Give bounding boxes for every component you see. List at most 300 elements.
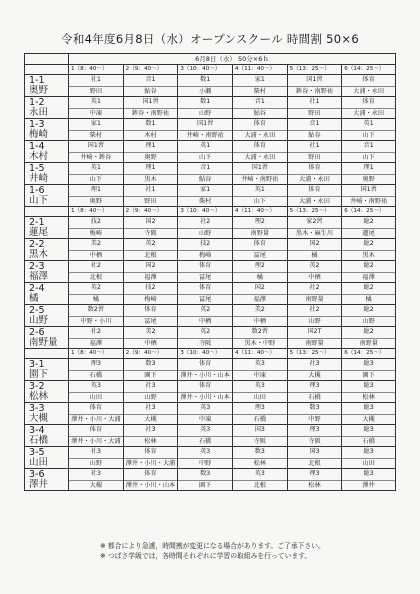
teacher: 梅崎	[178, 250, 232, 261]
subject: 英1	[363, 120, 374, 127]
subject: 英3	[200, 426, 211, 433]
subject: 美2	[145, 328, 156, 335]
subject: 社3	[145, 426, 156, 433]
period-cell	[123, 238, 178, 260]
teacher: 井崎・南野祐	[342, 196, 395, 207]
subject: 英1	[90, 98, 101, 105]
subject: 体育	[198, 284, 212, 291]
period-cell	[68, 304, 123, 326]
period-cell	[177, 184, 232, 206]
teacher: 石橋	[233, 414, 287, 425]
period-cell	[123, 260, 178, 282]
subject: 理3	[309, 470, 320, 477]
class-name: 2-3	[29, 260, 45, 272]
teacher: 野田	[124, 196, 178, 207]
period-cell	[341, 326, 396, 348]
period-cell	[68, 358, 123, 380]
subject: 数3	[200, 470, 211, 477]
teacher: 北根	[233, 480, 287, 491]
subject: 体育	[198, 382, 212, 389]
class-name: 3-2	[29, 380, 45, 392]
subject: 国2	[254, 284, 265, 291]
class-cell	[24, 74, 68, 96]
period-cell	[177, 74, 232, 96]
teacher: 中栖	[69, 250, 123, 261]
period-cell	[177, 380, 232, 402]
corner-blank	[24, 53, 68, 64]
subject: 英1	[90, 164, 101, 171]
teacher: 福澤	[342, 272, 395, 283]
period-cell	[341, 380, 396, 402]
timetable	[24, 53, 396, 491]
period-cell	[123, 184, 178, 206]
period-header-blank	[24, 64, 68, 74]
period-header: 3（10：40～）	[177, 64, 232, 74]
subject: 国1習	[306, 76, 323, 83]
subject: 数3	[309, 404, 320, 411]
period-cell	[232, 74, 287, 96]
subject: 社1	[309, 142, 320, 149]
period-header: 6（14：25～）	[341, 348, 396, 358]
subject: 英3	[200, 448, 211, 455]
period-header: 5（13：25～）	[287, 206, 342, 216]
homeroom-teacher: 橘	[29, 293, 39, 304]
teacher: 奥野	[342, 174, 395, 185]
table-row	[24, 260, 396, 282]
period-cell	[287, 468, 342, 490]
teacher: 中凍	[69, 108, 123, 119]
table-row	[24, 358, 396, 380]
homeroom-teacher: 石橋	[29, 435, 49, 446]
class-name: 2-1	[29, 216, 45, 228]
teacher: 山野	[69, 458, 123, 469]
table-row	[24, 216, 396, 238]
page-title: 令和4年度6月8日（水）オープンスクール 時間割 50×6	[61, 32, 359, 46]
period-cell	[287, 446, 342, 468]
class-name: 2-5	[29, 304, 45, 316]
subject: 英2	[309, 262, 320, 269]
period-cell	[177, 96, 232, 118]
teacher: 黒木・麻生川	[288, 228, 342, 239]
period-cell	[232, 118, 287, 140]
teacher: 冨尾	[124, 316, 178, 327]
subject: 理1	[90, 186, 101, 193]
homeroom-teacher: 山田	[29, 457, 49, 468]
period-cell	[232, 358, 287, 380]
period-cell	[287, 184, 342, 206]
period-cell	[341, 162, 396, 184]
period-cell	[232, 216, 287, 238]
subject: 総2	[363, 262, 374, 269]
period-header: 4（11：40～）	[232, 206, 287, 216]
subject: 総3	[363, 360, 374, 367]
teacher: 柴村	[178, 196, 232, 207]
period-header: 6（14：25～）	[341, 206, 396, 216]
table-row	[24, 326, 396, 348]
period-cell	[177, 238, 232, 260]
subject: 英3	[254, 470, 265, 477]
period-cell	[68, 380, 123, 402]
period-cell	[123, 162, 178, 184]
subject: 体育	[198, 360, 212, 367]
subject: 理3	[90, 360, 101, 367]
subject: 総3	[363, 426, 374, 433]
teacher: 大浦・永田	[233, 130, 287, 141]
period-cell	[287, 380, 342, 402]
teacher: 蓮尾	[342, 228, 395, 239]
teacher: 山田	[69, 392, 123, 403]
period-cell	[341, 468, 396, 490]
subject: 英2	[200, 306, 211, 313]
period-cell	[232, 238, 287, 260]
teacher: 大槻	[342, 414, 395, 425]
subject: 国1習	[196, 120, 214, 127]
period-cell	[287, 162, 342, 184]
period-cell	[232, 402, 287, 424]
teacher: 鉾谷・南野祐	[288, 86, 342, 97]
teacher: 山野	[178, 108, 232, 119]
table-row	[24, 140, 396, 162]
teacher: 北根	[124, 250, 178, 261]
class-cell	[24, 238, 68, 260]
period-header-row	[24, 348, 396, 358]
period-header-row	[24, 64, 396, 74]
subject: 国1習	[142, 98, 159, 105]
period-cell	[68, 118, 123, 140]
teacher: 南野量	[342, 338, 395, 349]
teacher: 松林	[124, 436, 178, 447]
subject: 体育	[308, 164, 321, 171]
period-cell	[68, 446, 123, 468]
subject: 数1	[145, 120, 156, 127]
table-row	[24, 304, 396, 326]
period-cell	[287, 282, 342, 304]
teacher: 山野	[288, 316, 342, 327]
period-cell	[68, 260, 123, 282]
subject: 数2習	[251, 328, 268, 335]
teacher: 鮎谷	[124, 86, 178, 97]
teacher: 澤井・小川・大浦	[124, 458, 178, 469]
subject: 国1習	[251, 164, 268, 171]
homeroom-teacher: 福澤	[29, 271, 49, 282]
teacher: 黒木	[342, 250, 395, 261]
subject: 理1	[145, 164, 156, 171]
subject: 家1	[254, 76, 265, 83]
period-cell	[123, 424, 178, 446]
teacher: 寺阪	[178, 338, 232, 349]
period-cell	[287, 402, 342, 424]
period-header-blank	[24, 206, 68, 216]
subject: 体育	[253, 120, 266, 127]
teacher: 松林	[233, 458, 287, 469]
subject: 体育	[362, 98, 375, 105]
period-cell	[341, 118, 396, 140]
period-cell	[177, 216, 232, 238]
table-bottom-border	[24, 490, 396, 491]
period-header: 1（8：40～）	[68, 348, 123, 358]
table-row	[24, 118, 396, 140]
period-header: 6（14：25～）	[341, 64, 396, 74]
teacher: 山下	[233, 196, 287, 207]
period-cell	[232, 446, 287, 468]
teacher: 山田	[233, 392, 287, 403]
period-cell	[177, 402, 232, 424]
subject: 英3	[200, 404, 211, 411]
subject: 体育	[253, 142, 266, 149]
class-cell	[24, 118, 68, 140]
period-cell	[287, 140, 342, 162]
period-cell	[287, 74, 342, 96]
period-cell	[287, 304, 342, 326]
subject: 美2	[254, 306, 265, 313]
subject: 体育	[253, 240, 266, 247]
subject: 体育	[144, 470, 157, 477]
subject: 英3	[254, 382, 265, 389]
period-cell	[341, 402, 396, 424]
subject: 英3	[254, 360, 265, 367]
period-cell	[287, 216, 342, 238]
teacher: 寺阪	[233, 436, 287, 447]
subject: 家1	[200, 186, 211, 193]
subject: 理2	[254, 262, 265, 269]
teacher: 鮎谷	[233, 108, 287, 119]
homeroom-teacher: 奥野	[29, 85, 49, 96]
subject: 体育	[144, 448, 157, 455]
period-cell	[123, 468, 178, 490]
teacher: 中野	[288, 414, 342, 425]
period-cell	[177, 118, 232, 140]
table-row	[24, 402, 396, 424]
homeroom-teacher: 園下	[29, 369, 49, 380]
teacher: 山下	[342, 152, 395, 163]
teacher: 澤井・小川・山本	[178, 392, 232, 403]
period-cell	[123, 74, 178, 96]
subject: 技2	[145, 284, 156, 291]
class-cell	[24, 260, 68, 282]
teacher: 大浦・永田	[342, 108, 395, 119]
table-row	[24, 282, 396, 304]
period-cell	[123, 96, 178, 118]
teacher: 澤井・小川・山本	[124, 480, 178, 491]
class-cell	[24, 358, 68, 380]
class-name: 3-5	[29, 446, 45, 458]
teacher: 北根	[288, 458, 342, 469]
table-row	[24, 446, 396, 468]
period-cell	[232, 96, 287, 118]
teacher: 大浦・永田	[288, 174, 342, 185]
period-cell	[123, 446, 178, 468]
period-cell	[341, 140, 396, 162]
subject: 体育	[198, 262, 212, 269]
teacher: 冨尾	[178, 272, 232, 283]
subject: 美2	[90, 240, 101, 247]
teacher: 中凍	[233, 370, 287, 381]
class-cell	[24, 140, 68, 162]
teacher: 松林	[342, 392, 395, 403]
teacher: 鮎谷	[178, 174, 232, 185]
teacher: 黒木・中野	[233, 338, 287, 349]
period-cell	[177, 260, 232, 282]
class-cell	[24, 216, 68, 238]
subject: 英1	[254, 186, 265, 193]
period-cell	[68, 468, 123, 490]
subject: 音1	[145, 76, 156, 83]
period-cell	[177, 424, 232, 446]
subject: 国2	[309, 240, 320, 247]
class-cell	[24, 446, 68, 468]
teacher: 冨尾	[233, 250, 287, 261]
period-cell	[287, 260, 342, 282]
period-cell	[68, 162, 123, 184]
subject: 総2	[363, 306, 374, 313]
teacher: 野田	[69, 86, 123, 97]
period-cell	[341, 282, 396, 304]
period-header: 1（8：40～）	[68, 64, 123, 74]
homeroom-teacher: 蓮尾	[29, 227, 49, 238]
period-cell	[123, 140, 178, 162]
subject: 総2	[363, 284, 374, 291]
class-name: 1-2	[29, 96, 45, 108]
period-cell	[287, 96, 342, 118]
class-name: 1-5	[29, 162, 45, 174]
period-cell	[232, 326, 287, 348]
teacher: 園下	[178, 480, 232, 491]
period-cell	[287, 326, 342, 348]
homeroom-teacher: 黒木	[29, 249, 49, 260]
period-cell	[123, 282, 178, 304]
subject: 国1習	[87, 142, 104, 149]
teacher: 南野量	[288, 294, 342, 305]
period-cell	[68, 238, 123, 260]
teacher: 大槻	[69, 480, 123, 491]
period-cell	[341, 184, 396, 206]
class-name: 2-2	[29, 238, 45, 250]
subject: 社3	[309, 360, 320, 367]
period-header-row	[24, 206, 396, 216]
period-cell	[123, 326, 178, 348]
period-header: 2（9：40～）	[123, 64, 178, 74]
teacher: 石橋	[69, 370, 123, 381]
subject: 英2	[90, 284, 101, 291]
subject: 音1	[309, 120, 320, 127]
subject: 技2	[200, 240, 211, 247]
period-cell	[341, 260, 396, 282]
teacher: 石橋	[288, 392, 342, 403]
period-cell	[232, 140, 287, 162]
teacher: 山野	[178, 228, 232, 239]
class-cell	[24, 96, 68, 118]
teacher: 澤井・小川・大浦	[69, 414, 123, 425]
period-cell	[232, 282, 287, 304]
period-cell	[68, 402, 123, 424]
table-row	[24, 74, 396, 96]
note-2: ※ つばさ学級では，各時間それぞれに学習の取組みを行っています。	[100, 552, 312, 560]
period-cell	[287, 238, 342, 260]
class-cell	[24, 184, 68, 206]
class-cell	[24, 162, 68, 184]
period-header: 4（11：40～）	[232, 348, 287, 358]
period-cell	[123, 118, 178, 140]
period-header: 2（9：40～）	[123, 348, 178, 358]
subject: 数2習	[87, 306, 104, 313]
subject: 社1	[309, 98, 320, 105]
class-cell	[24, 468, 68, 490]
period-cell	[232, 468, 287, 490]
table-row	[24, 96, 396, 118]
class-cell	[24, 380, 68, 402]
teacher: 小瀬	[178, 86, 232, 97]
subject: 国3	[309, 448, 320, 455]
teacher: 澤井・小川・大浦	[69, 436, 123, 447]
notes	[100, 541, 325, 561]
period-cell	[232, 162, 287, 184]
subject: 総2	[363, 240, 374, 247]
subject: 体育	[89, 404, 103, 411]
subject: 理1	[363, 164, 374, 171]
teacher: 山野	[124, 392, 178, 403]
class-name: 1-4	[29, 140, 45, 152]
homeroom-teacher: 木村	[29, 151, 49, 162]
teacher: 奥野	[69, 196, 123, 207]
subject: 英1	[200, 142, 211, 149]
subject: 社2	[90, 262, 101, 269]
period-cell	[232, 260, 287, 282]
teacher: 石橋	[342, 436, 395, 447]
class-cell	[24, 282, 68, 304]
period-cell	[68, 424, 123, 446]
teacher: 中凍	[178, 414, 232, 425]
teacher: 南野量	[233, 228, 287, 239]
homeroom-teacher: 山下	[29, 195, 49, 206]
subject: 英2	[145, 240, 156, 247]
teacher: 中栖	[233, 316, 287, 327]
teacher: 南野量	[288, 338, 342, 349]
subject: 英3	[90, 382, 101, 389]
subject: 国3	[254, 426, 265, 433]
period-cell	[68, 140, 123, 162]
table-row	[24, 162, 396, 184]
teacher: 大浦・永田	[342, 86, 395, 97]
date-header: 6月8日（水） 50分×6ｈ	[68, 53, 396, 64]
table-row	[24, 238, 396, 260]
teacher: 北根	[69, 272, 123, 283]
subject: 体育	[362, 76, 375, 83]
subject: 理2	[254, 218, 265, 225]
homeroom-teacher: 南野量	[29, 337, 58, 348]
subject: 家1	[90, 120, 101, 127]
teacher: 橘	[342, 294, 395, 305]
subject: 社3	[145, 382, 156, 389]
teacher: 梅崎	[69, 228, 123, 239]
period-cell	[68, 184, 123, 206]
period-cell	[341, 238, 396, 260]
period-cell	[177, 446, 232, 468]
subject: 社1	[145, 186, 156, 193]
subject: 総3	[363, 470, 374, 477]
teacher: 大浦・永田	[233, 152, 287, 163]
homeroom-teacher: 永田	[29, 107, 49, 118]
period-cell	[232, 380, 287, 402]
period-cell	[68, 96, 123, 118]
teacher: 福澤	[69, 338, 123, 349]
period-cell	[177, 326, 232, 348]
teacher: 澤井	[342, 480, 395, 491]
homeroom-teacher: 澤井	[29, 479, 49, 490]
teacher: 中栖	[178, 316, 232, 327]
teacher: 澤井・小川・山本	[178, 370, 232, 381]
period-header: 5（13：25～）	[287, 64, 342, 74]
homeroom-teacher: 梅崎	[29, 129, 49, 140]
